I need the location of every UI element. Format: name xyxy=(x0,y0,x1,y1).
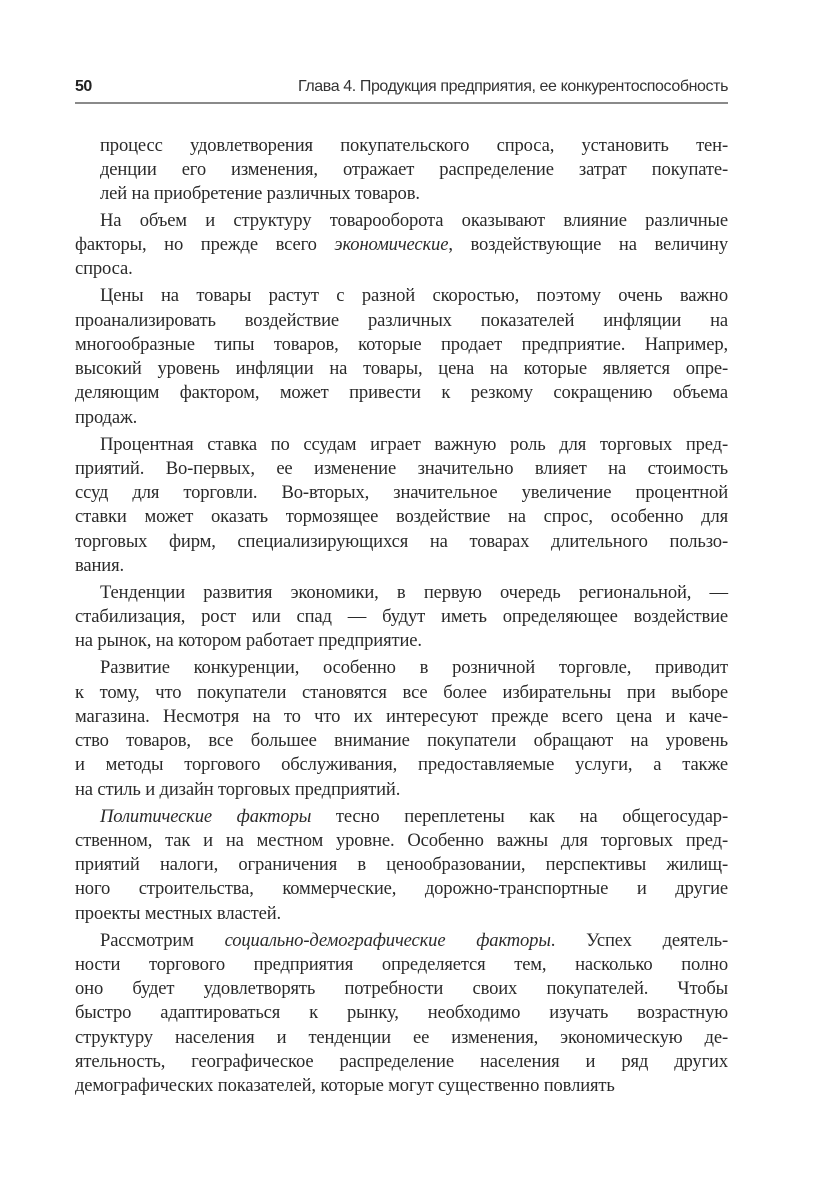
paragraph xyxy=(75,284,728,430)
text-segment: Рассмотрим xyxy=(100,929,225,951)
text-segment: структуру населения и тенденции ее изменения, экономическую де- xyxy=(75,1026,728,1048)
paragraph xyxy=(75,209,728,282)
text-line xyxy=(75,333,728,357)
text-segment: процесс удовлетворения покупательского спроса, установить тен- xyxy=(100,134,728,156)
running-header xyxy=(75,78,728,104)
paragraph xyxy=(75,656,728,802)
text-segment: к тому, что покупатели становятся все более избирательны при выборе xyxy=(75,681,728,703)
text-line xyxy=(75,505,728,529)
text-segment: высокий уровень инфляции на товары, цена на которые является опре- xyxy=(75,358,728,380)
text-line xyxy=(75,158,728,182)
text-segment: спроса. xyxy=(75,258,133,280)
text-line xyxy=(75,182,728,206)
text-segment: продаж. xyxy=(75,406,138,428)
italic-term: Политические факторы xyxy=(100,805,312,827)
text-segment: магазина. Несмотря на то что их интересуют прежде всего цена и каче- xyxy=(75,705,728,727)
paragraph xyxy=(75,134,728,207)
text-line xyxy=(75,530,728,554)
text-segment: быстро адаптироваться к рынку, необходимо изучать возрастную xyxy=(75,1002,728,1024)
text-segment: тесно переплетены как на общегосудар- xyxy=(311,805,728,827)
text-segment: торговых фирм, специализирующихся на товарах длительного пользо- xyxy=(75,530,728,552)
chapter-title: Глава 4. Продукция предприятия, ее конкурентоспособность xyxy=(297,78,728,95)
text-segment: демографических показателей, которые могут существенно повлиять xyxy=(75,1075,615,1097)
text-line xyxy=(75,1026,728,1050)
text-segment: ного строительства, коммерческие, дорожно-транспортные и другие xyxy=(75,878,728,900)
text-line xyxy=(75,1074,728,1098)
text-line xyxy=(75,877,728,901)
text-segment: На объем и структуру товарооборота оказывают влияние различные xyxy=(100,209,728,231)
text-segment: ссуд для торговли. Во-вторых, значительное увеличение процентной xyxy=(75,482,728,504)
text-segment: ности торгового предприятия определяется тем, насколько полно xyxy=(75,953,728,975)
text-line xyxy=(75,805,728,829)
text-segment: на рынок, на котором работает предприятие. xyxy=(75,630,422,652)
text-line xyxy=(75,406,728,430)
text-line xyxy=(75,681,728,705)
text-segment: проанализировать воздействие различных показателей инфляции на xyxy=(75,309,728,331)
text-line xyxy=(75,554,728,578)
text-line xyxy=(75,778,728,802)
text-line xyxy=(75,381,728,405)
text-segment: деляющим фактором, может привести к резкому сокращению объема xyxy=(75,382,728,404)
italic-term: социально-демографические факторы xyxy=(224,929,551,951)
text-line xyxy=(75,929,728,953)
text-segment: ставки может оказать тормозящее воздействие на спрос, особенно для xyxy=(75,506,728,528)
text-line xyxy=(75,629,728,653)
text-line xyxy=(75,853,728,877)
text-line xyxy=(75,705,728,729)
text-segment: оно будет удовлетворять потребности своих покупателей. Чтобы xyxy=(75,978,728,1000)
text-segment: денции его изменения, отражает распределение затрат покупате- xyxy=(100,158,728,180)
body-text xyxy=(75,131,728,1099)
text-segment: факторы, но прежде всего xyxy=(75,234,335,256)
text-segment: Развитие конкуренции, особенно в розничной торговле, приводит xyxy=(100,657,728,679)
text-line xyxy=(75,656,728,680)
text-line xyxy=(75,1050,728,1074)
text-segment: проекты местных властей. xyxy=(75,902,282,924)
text-segment: приятий. Во-первых, ее изменение значительно влияет на стоимость xyxy=(75,457,728,479)
text-segment: ство товаров, все большее внимание покупатели обращают на уровень xyxy=(75,730,728,752)
text-segment: Цены на товары растут с разной скоростью, поэтому очень важно xyxy=(100,285,728,307)
paragraph xyxy=(75,433,728,579)
text-segment: Тенденции развития экономики, в первую очередь региональной, — xyxy=(100,581,728,603)
text-line xyxy=(75,581,728,605)
text-segment: на стиль и дизайн торговых предприятий. xyxy=(75,778,401,800)
text-line xyxy=(75,433,728,457)
italic-term: экономические xyxy=(334,234,449,256)
text-line xyxy=(75,357,728,381)
text-line xyxy=(75,605,728,629)
text-line xyxy=(75,953,728,977)
text-segment: ственном, так и на местном уровне. Особенно важны для торговых пред- xyxy=(75,829,728,851)
text-segment: , воздействующие на величину xyxy=(448,234,728,256)
page-number: 50 xyxy=(75,78,92,95)
paragraph xyxy=(75,805,728,926)
text-segment: вания. xyxy=(75,555,124,577)
text-line xyxy=(75,309,728,333)
text-segment: многообразные типы товаров, которые продает предприятие. Например, xyxy=(75,333,728,355)
text-line xyxy=(75,753,728,777)
text-line xyxy=(75,284,728,308)
text-segment: стабилизация, рост или спад — будут иметь определяющее воздействие xyxy=(75,606,728,628)
text-line xyxy=(75,233,728,257)
paragraph xyxy=(75,929,728,1099)
text-line xyxy=(75,977,728,1001)
text-segment: и методы торгового обслуживания, предоставляемые услуги, а также xyxy=(75,754,728,776)
text-segment: Процентная ставка по ссудам играет важную роль для торговых пред- xyxy=(100,433,728,455)
text-line xyxy=(75,209,728,233)
text-line xyxy=(75,829,728,853)
text-line xyxy=(75,729,728,753)
text-line xyxy=(75,481,728,505)
text-line xyxy=(75,457,728,481)
text-line xyxy=(75,257,728,281)
text-line xyxy=(75,902,728,926)
text-segment: лей на приобретение различных товаров. xyxy=(100,183,420,205)
text-segment: ятельность, географическое распределение населения и ряд других xyxy=(75,1050,728,1072)
text-segment: . Успех деятель- xyxy=(550,929,728,951)
paragraph xyxy=(75,581,728,654)
text-line xyxy=(75,1001,728,1025)
text-segment: приятий налоги, ограничения в ценообразовании, перспективы жилищ- xyxy=(75,854,728,876)
text-line xyxy=(75,134,728,158)
